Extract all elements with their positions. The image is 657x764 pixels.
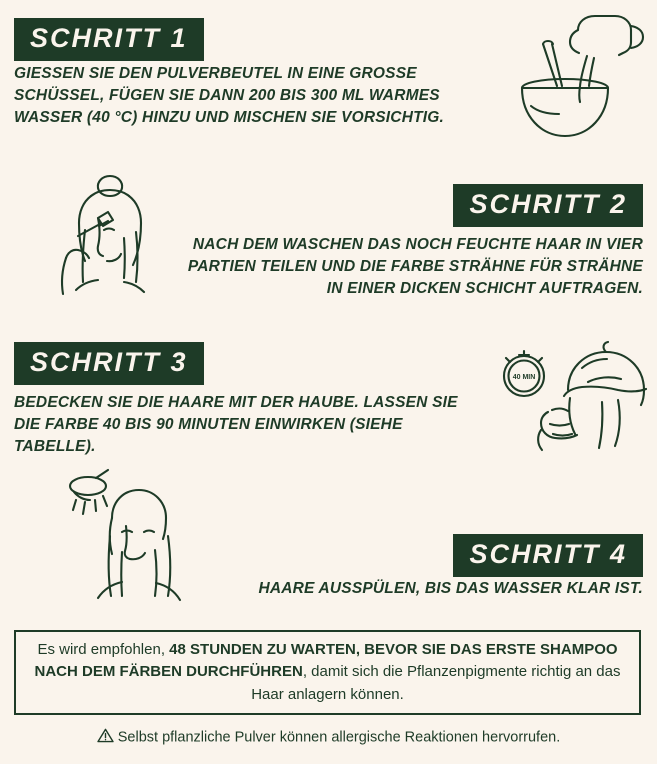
step-4-badge: SCHRITT 4 <box>453 534 643 577</box>
note-suffix: , damit sich die Pflanzenpigmente richtig an das Haar anlagern können. <box>251 663 621 703</box>
svg-text:40 MIN: 40 MIN <box>512 374 536 381</box>
note-bold: 48 STUNDEN ZU WARTEN, BEVOR SIE DAS ERSTE SHAMPOO NACH DEM FÄRBEN DURCHFÜHREN <box>34 640 618 681</box>
step-2-text: NACH DEM WASCHEN DAS NOCH FEUCHTE HAAR IN VIER PARTIEN TEILEN UND DIE FARBE STRÄHNE FÜR STRÄHNE IN EINER DICKEN SCHICHT AUFTRAGEN. <box>187 236 643 297</box>
step-1-badge: SCHRITT 1 <box>14 18 204 61</box>
step-4-text: HAARE AUSSPÜLEN, BIS DAS WASSER KLAR IST. <box>258 580 643 597</box>
step-1-text: GIESSEN SIE DEN PULVERBEUTEL IN EINE GROSSE SCHÜSSEL, FÜGEN SIE DANN 200 BIS 300 ML WARMES WASSER (40 °C) HINZU UND MISCHEN SIE VORSICHTIG. <box>14 65 445 126</box>
woman-rinsing-shower-icon <box>52 466 202 616</box>
recommendation-note-text <box>30 639 625 707</box>
allergy-warning <box>0 728 657 747</box>
bowl-pitcher-whisk-icon <box>468 8 648 148</box>
recommendation-note <box>14 630 641 715</box>
step-3-badge: SCHRITT 3 <box>14 342 204 385</box>
step-2-badge: SCHRITT 2 <box>453 184 643 227</box>
note-prefix: Es wird empfohlen, <box>37 640 170 658</box>
allergy-warning-text: Selbst pflanzliche Pulver können allergische Reaktionen hervorrufen. <box>117 729 561 746</box>
woman-applying-color-brush-icon <box>36 166 176 316</box>
step-3-text: BEDECKEN SIE DIE HAARE MIT DER HAUBE. LASSEN SIE DIE FARBE 40 BIS 90 MINUTEN EINWIRKEN (SIEHE TABELLE). <box>14 394 458 455</box>
hair-cap-timer-icon <box>490 338 650 478</box>
warning-triangle-icon <box>97 728 114 747</box>
